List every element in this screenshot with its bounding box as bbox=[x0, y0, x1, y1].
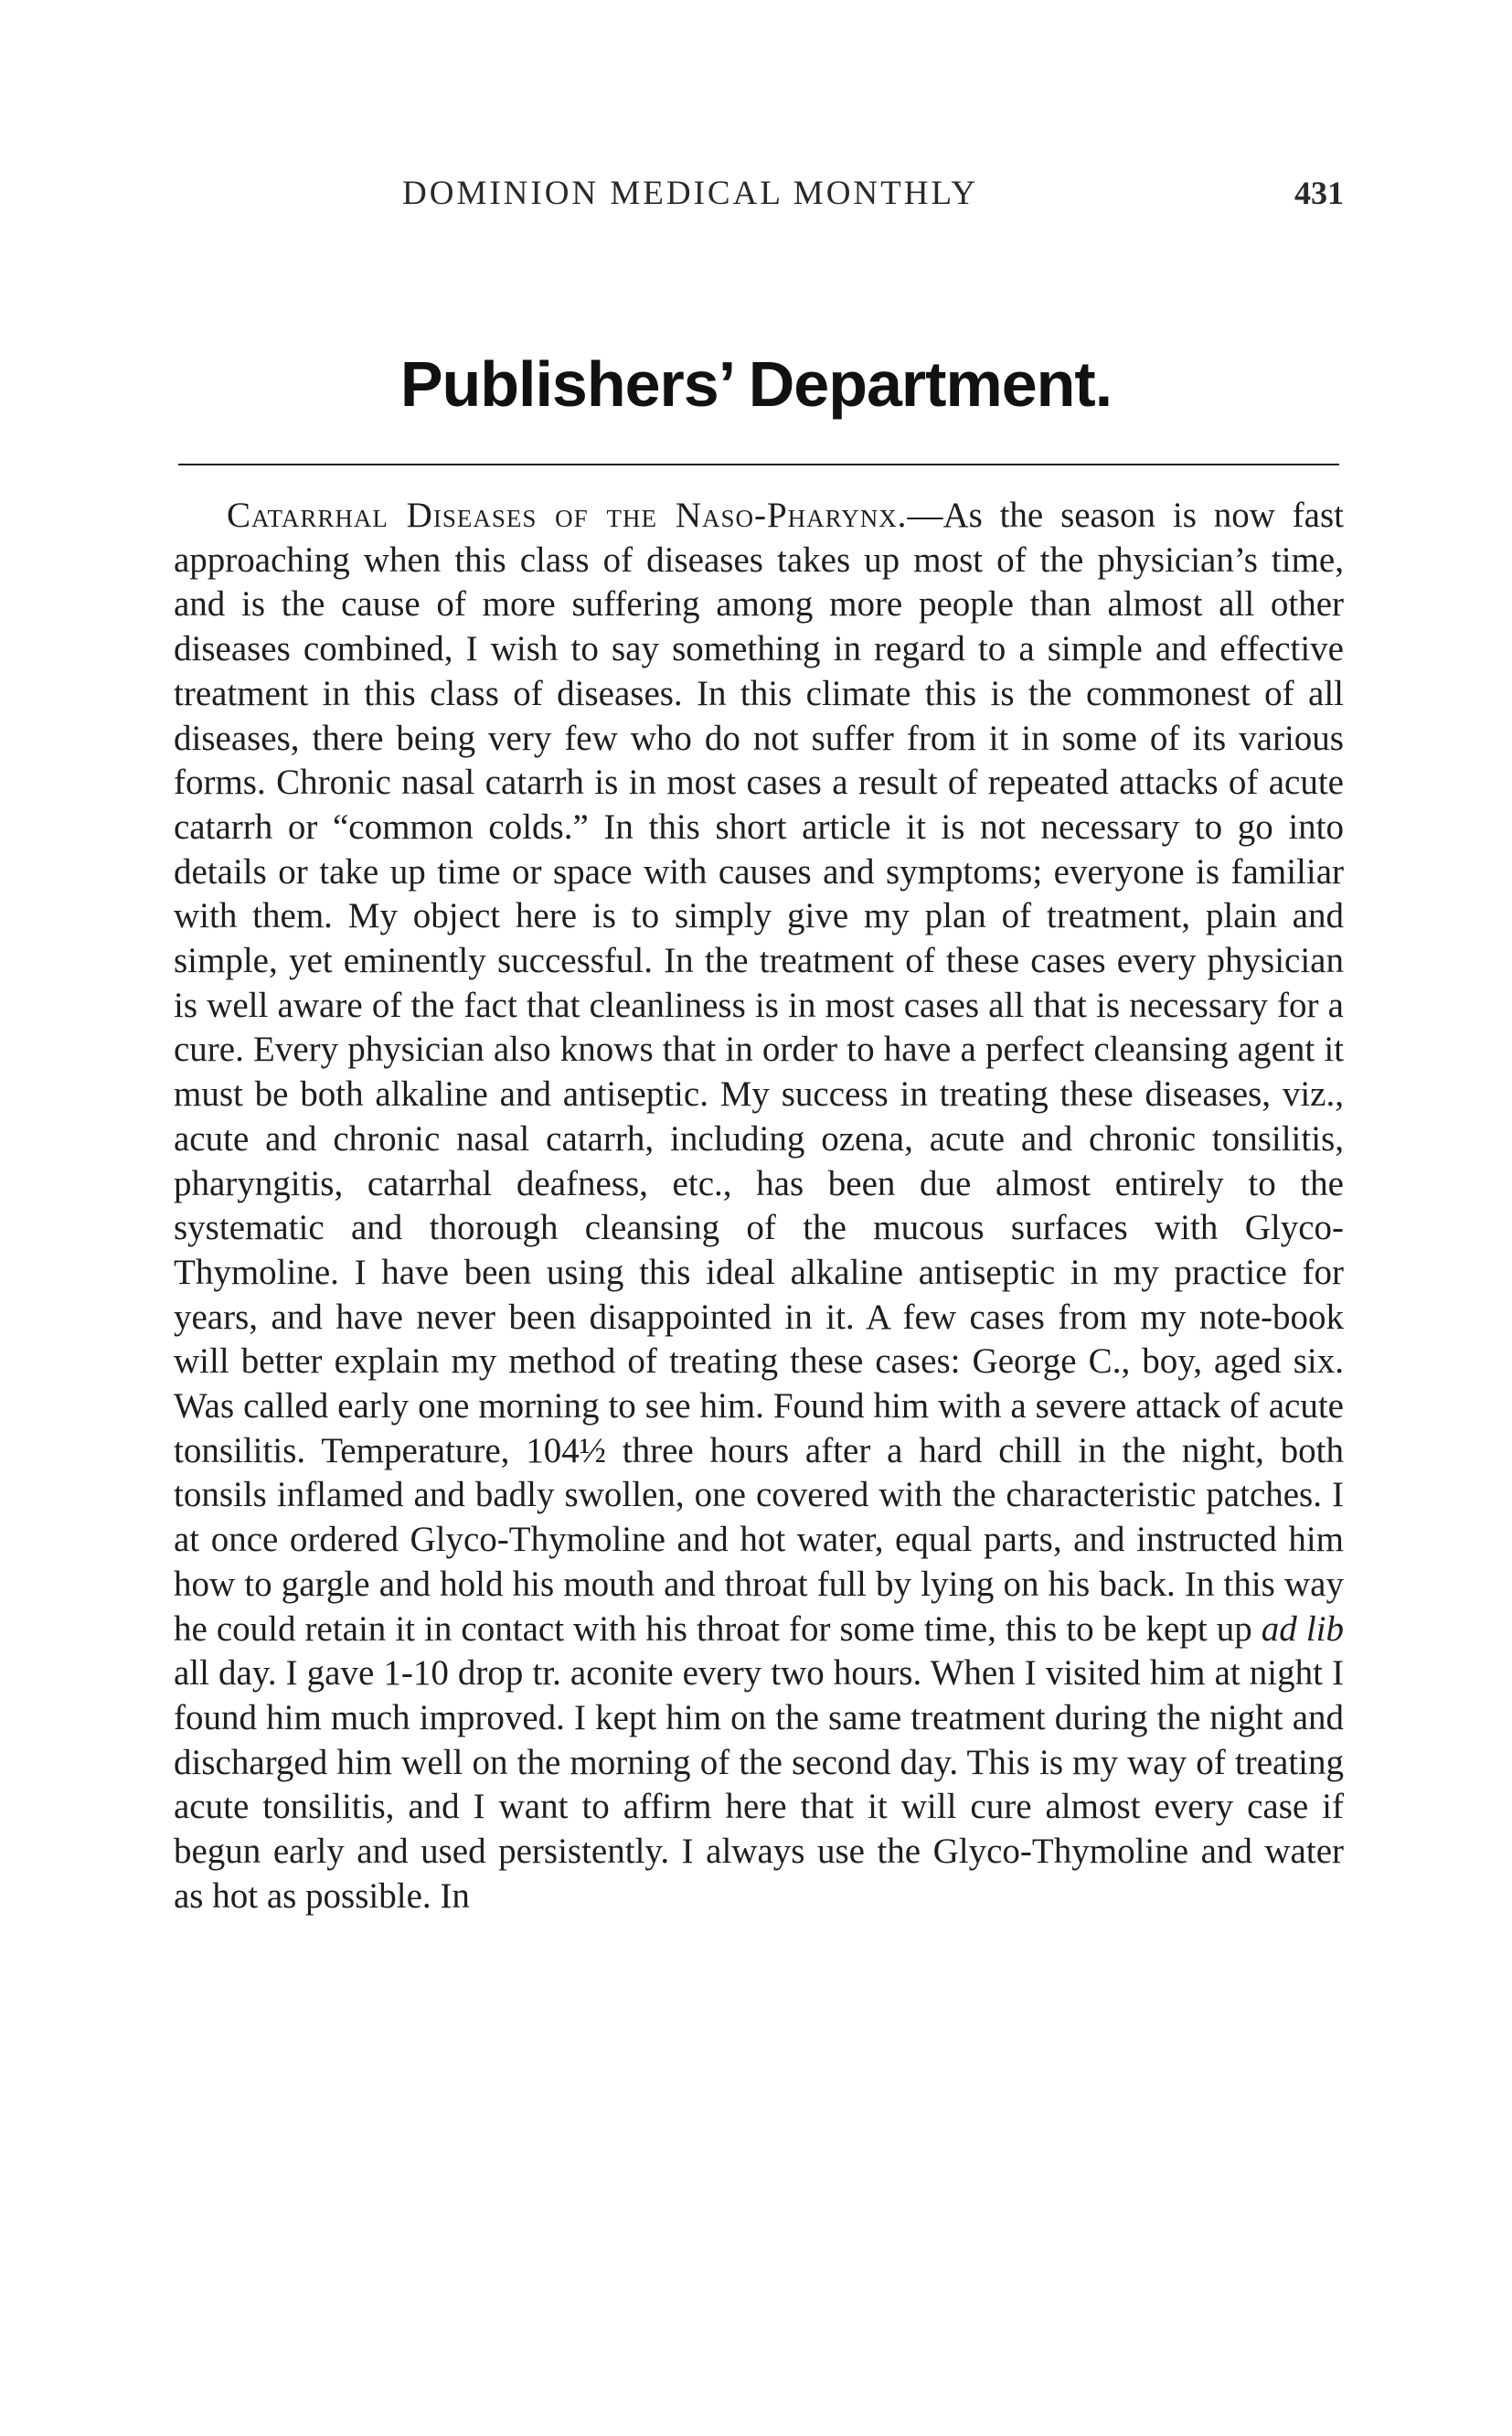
journal-name: DOMINION MEDICAL MONTHLY bbox=[402, 175, 979, 212]
title-rule bbox=[178, 464, 1339, 465]
page-number: 431 bbox=[1294, 175, 1344, 211]
article-heading: Catarrhal Diseases of the Naso-Pharynx. bbox=[227, 496, 908, 535]
department-title: Publishers’ Department. bbox=[399, 348, 1113, 420]
article-emphasis: ad lib bbox=[1261, 1608, 1345, 1649]
article-text-part-1: —As the season is now fast approaching when this class of diseases takes up most of the physician’s time, and is the cause of more suffering among more people than almost all other diseases combined, I wish to say something in regard to a simple and effective treatment in this class of diseases. In this climate this is the commonest of all diseases, there being very few who do not suffer from it in some of its various forms. Chronic nasal catarrh is in most cases a result of repeated attacks of acute catarrh or “common colds.” In this short article it is not necessary to go into details or take up time or space with causes and symptoms; everyone is familiar with them. My object here is to simply give my plan of treatment, plain and simple, yet eminently successful. In the treatment of these cases every physician is well aware of the fact that cleanliness is in most cases all that is necessary for a cure. Every physician also knows that in order to have a perfect cleansing agent it must be both alkaline and antiseptic. My success in treating these diseases, viz., acute and chronic nasal catarrh, including ozena, acute and chronic tonsilitis, pharyngitis, catarrhal deafness, etc., has been due almost entirely to the systematic and thorough cleansing of the mucous surfaces with Glyco-Thymoline. I have been using this ideal alkaline antiseptic in my practice for years, and have never been disappointed in it. A few cases from my note-book will better explain my method of treating these cases: George C., boy, aged six. Was called early one morning to see him. Found him with a severe attack of acute tonsilitis. Temperature, 104½ three hours after a hard chill in the night, both tonsils inflamed and badly swollen, one covered with the characteristic patches. I at once ordered Glyco-Thymoline and hot water, equal parts, and instructed him how to gargle and hold his mouth and throat full by lying on his back. In this way he could retain it in contact with his throat for some time, this to be kept up bbox=[174, 496, 1344, 1649]
running-header bbox=[174, 174, 1344, 229]
article-body bbox=[174, 494, 1344, 1919]
article-text-part-2: all day. I gave 1-10 drop tr. aconite every two hours. When I visited him at night I found him much improved. I kept him on the same treatment during the night and discharged him well on the morning of the second day. This is my way of treating acute tonsilitis, and I want to affirm here that it will cure almost every case if begun early and used persistently. I always use the Glyco-Thymoline and water as hot as possible. In bbox=[174, 1653, 1344, 1916]
